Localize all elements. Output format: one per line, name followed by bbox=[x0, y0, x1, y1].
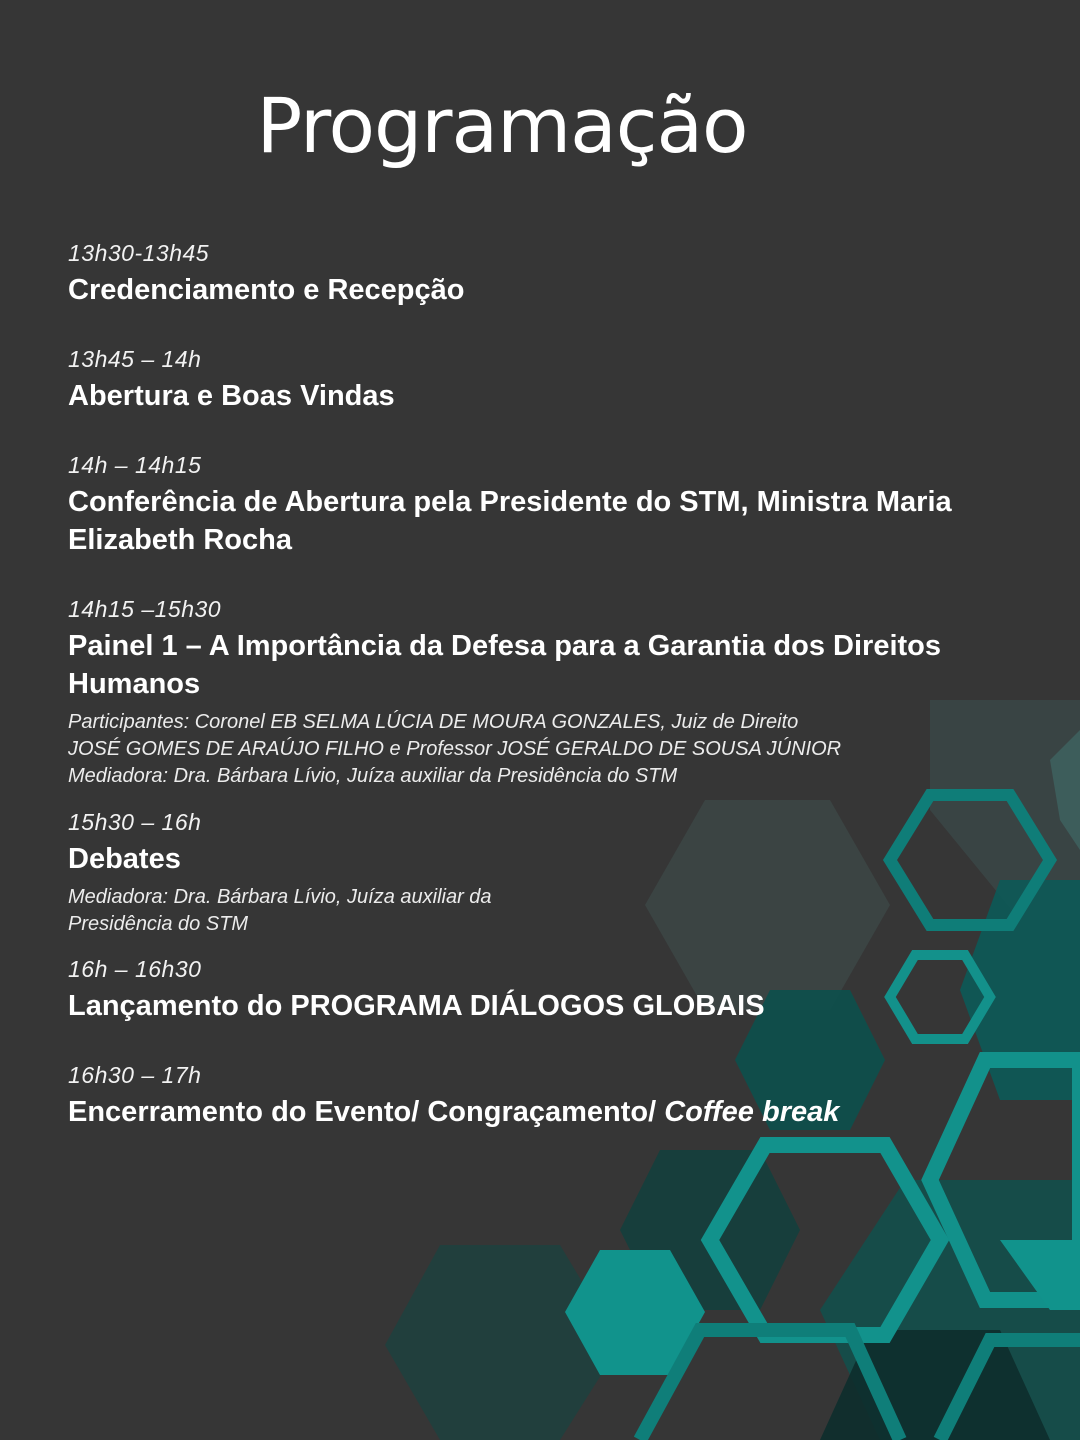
schedule-item bbox=[68, 596, 978, 790]
schedule-title: Painel 1 – A Importância da Defesa para a Garantia dos Direitos Humanos bbox=[68, 630, 942, 700]
schedule-title bbox=[68, 1093, 978, 1131]
moderator-line: Presidência do STM bbox=[68, 913, 249, 935]
schedule-item bbox=[68, 1062, 978, 1131]
schedule-item bbox=[68, 809, 978, 938]
schedule-time: 16h30 – 17h bbox=[68, 1062, 202, 1088]
schedule-item bbox=[68, 956, 978, 1025]
schedule-title: Credenciamento e Recepção bbox=[68, 274, 465, 306]
schedule-title: Debates bbox=[68, 843, 181, 875]
participants-line: JOSÉ GOMES DE ARAÚJO FILHO e Professor JOSÉ GERALDO DE SOUSA JÚNIOR bbox=[68, 738, 842, 760]
schedule-time: 13h45 – 14h bbox=[68, 346, 202, 372]
schedule-title-text: Encerramento do Evento/ Congraçamento/ bbox=[68, 1096, 665, 1128]
moderator-line: Mediadora: Dra. Bárbara Lívio, Juíza auxiliar da bbox=[68, 886, 492, 908]
participants-line: Participantes: Coronel EB SELMA LÚCIA DE MOURA GONZALES, Juiz de Direito bbox=[68, 711, 799, 733]
schedule-time: 13h30-13h45 bbox=[68, 240, 210, 266]
schedule-time: 14h15 –15h30 bbox=[68, 596, 222, 622]
schedule-item bbox=[68, 452, 978, 559]
schedule-time: 15h30 – 16h bbox=[68, 809, 202, 835]
schedule-details bbox=[68, 709, 978, 790]
schedule-item bbox=[68, 240, 978, 309]
schedule-title: Lançamento do PROGRAMA DIÁLOGOS GLOBAIS bbox=[68, 990, 765, 1022]
schedule-title: Conferência de Abertura pela Presidente do STM, Ministra Maria Elizabeth Rocha bbox=[68, 486, 952, 556]
schedule-details bbox=[68, 884, 978, 938]
schedule-title-italic: Coffee break bbox=[664, 1096, 840, 1128]
schedule-time: 14h – 14h15 bbox=[68, 452, 202, 478]
schedule-item bbox=[68, 346, 978, 415]
moderator-line: Mediadora: Dra. Bárbara Lívio, Juíza auxiliar da Presidência do STM bbox=[68, 765, 678, 787]
schedule-title: Abertura e Boas Vindas bbox=[68, 380, 395, 412]
page-title: Programação bbox=[256, 81, 748, 170]
schedule-time: 16h – 16h30 bbox=[68, 956, 202, 982]
